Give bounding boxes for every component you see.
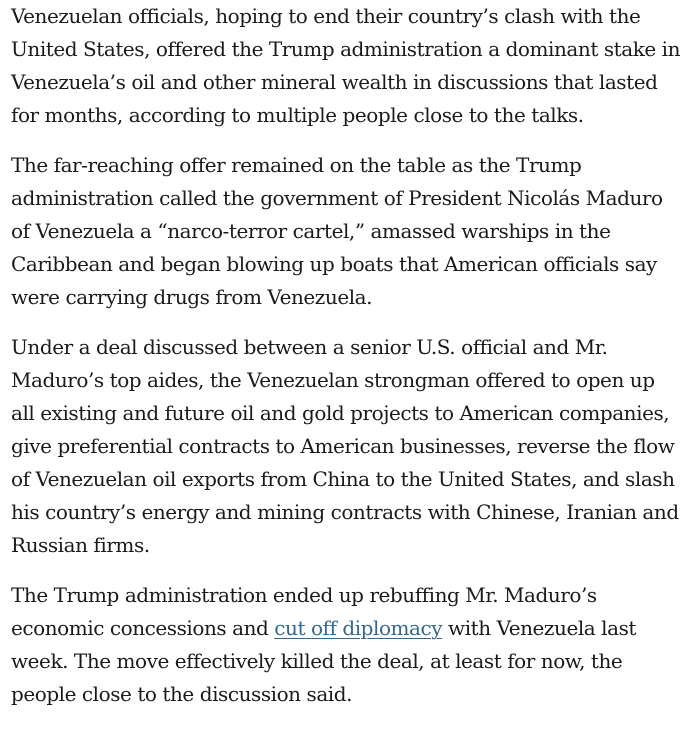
cut-off-diplomacy-link[interactable]: cut off diplomacy	[274, 616, 443, 640]
paragraph-2: The far-reaching offer remained on the table as the Trump administration called the government of President Nicolás Maduro of Venezuela a “narco-terror cartel,” amassed warships in the Caribbean and began blowing up boats that American officials say were carrying drugs from Venezuela.	[11, 153, 663, 309]
paragraph-4-text-after-link: with Venezuela last week. The move effectively killed the deal, at least for now, the people close to the discussion said.	[11, 616, 636, 706]
paragraph-4-text-before-link: The Trump administration ended up rebuffing Mr. Maduro’s economic concessions and	[11, 583, 597, 640]
paragraph-4	[11, 579, 683, 711]
article-body	[11, 0, 683, 711]
paragraph-3: Under a deal discussed between a senior U.S. official and Mr. Maduro’s top aides, the Venezuelan strongman offered to open up all existing and future oil and gold projects to American companies, give preferential contracts to American businesses, reverse the flow of Venezuelan oil exports from China to the United States, and slash his country’s energy and mining contracts with Chinese, Iranian and Russian firms.	[11, 335, 679, 557]
paragraph-1: Venezuelan officials, hoping to end their country’s clash with the United States, offered the Trump administration a dominant stake in Venezuela’s oil and other mineral wealth in discussions that lasted for months, according to multiple people close to the talks.	[11, 4, 681, 127]
